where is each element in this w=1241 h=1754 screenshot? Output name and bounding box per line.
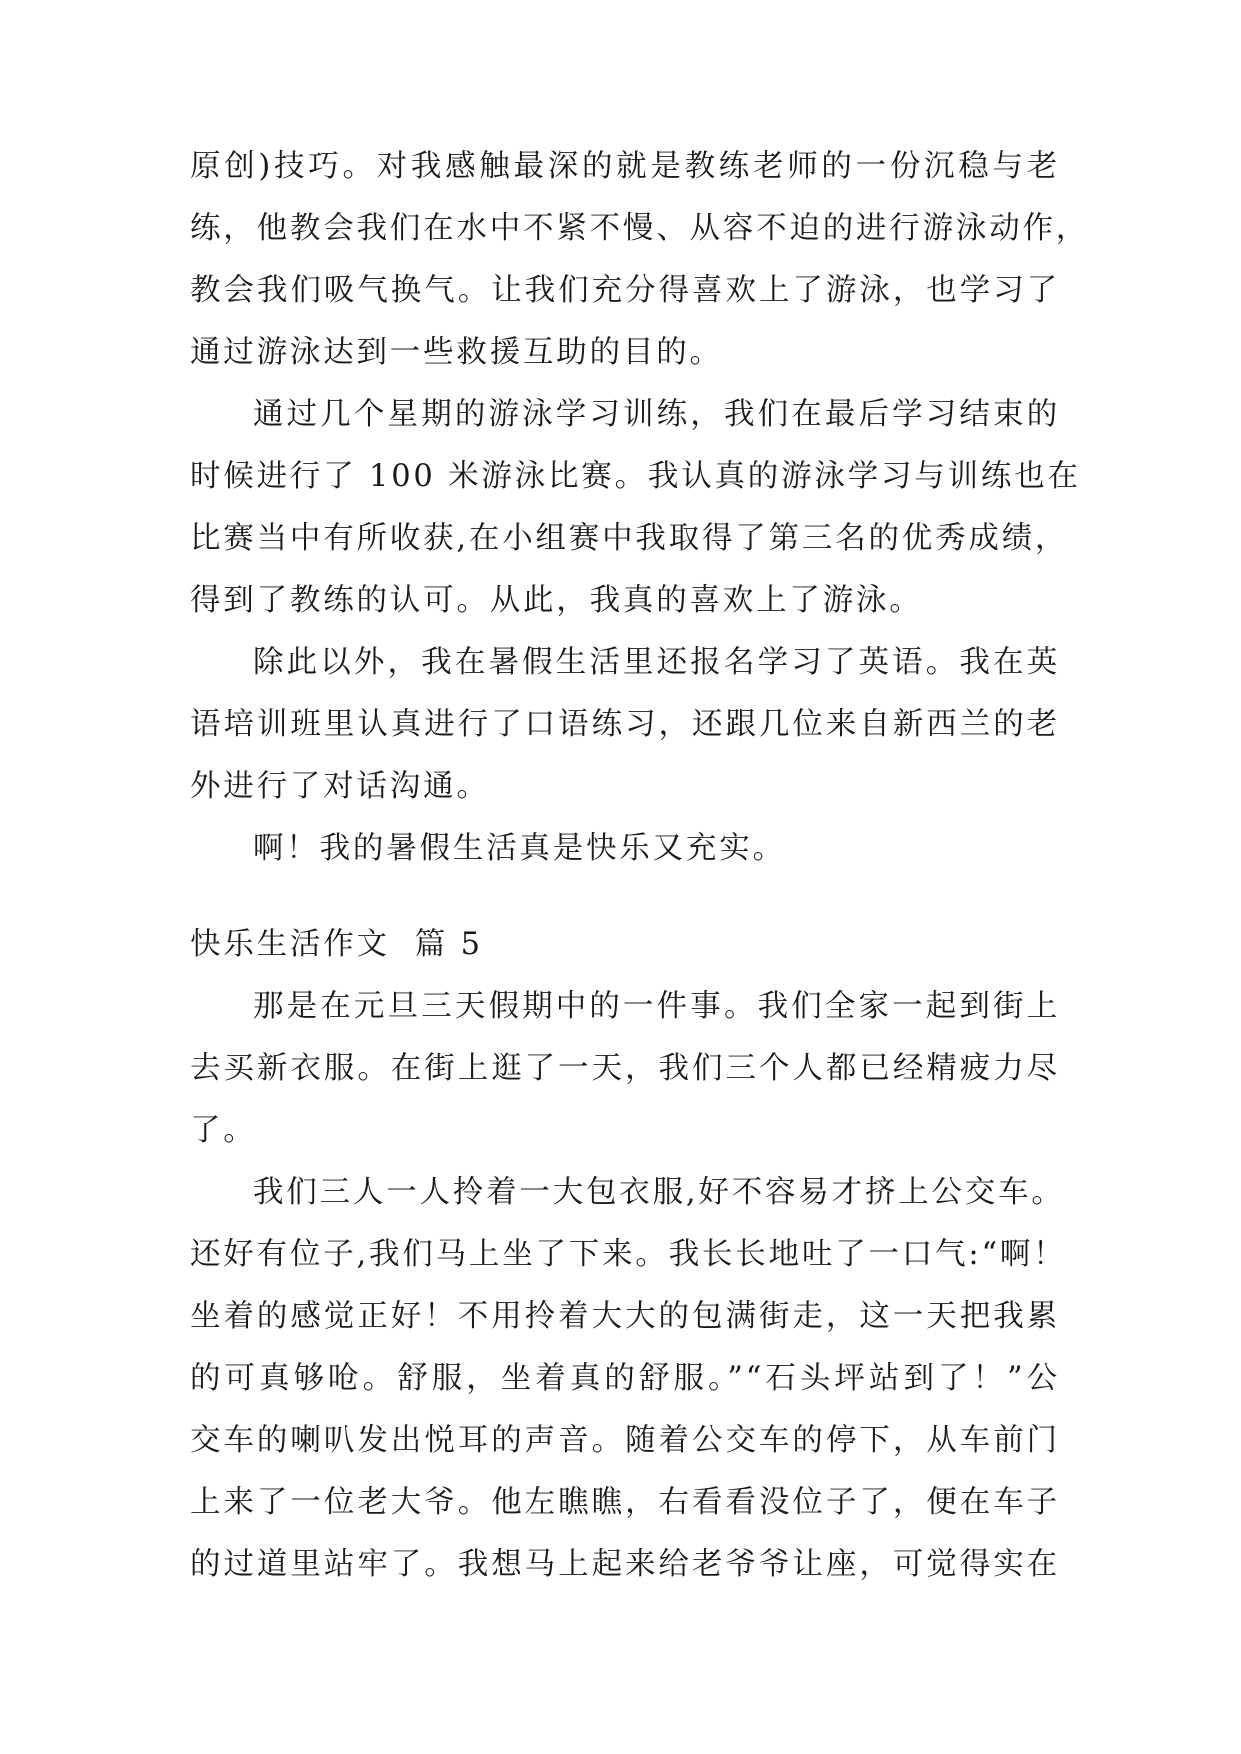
paragraph-line: 原创)技巧。对我感触最深的就是教练老师的一份沉稳与老 bbox=[190, 149, 1060, 184]
paragraph-line: 比赛当中有所收获,在小组赛中我取得了第三名的优秀成绩， bbox=[190, 521, 1069, 556]
paragraph-line: 教会我们吸气换气。让我们充分得喜欢上了游泳，也学习了 bbox=[190, 273, 1060, 308]
paragraph-line: 那是在元旦三天假期中的一件事。我们全家一起到街上 bbox=[253, 989, 1060, 1024]
paragraph-line: 还好有位子,我们马上坐了下来。我长长地吐了一口气:“啊！ bbox=[190, 1237, 1067, 1272]
paragraph-line: 我们三人一人拎着一大包衣服,好不容易才挤上公交车。 bbox=[253, 1175, 1065, 1210]
paragraph-line: 交车的喇叭发出悦耳的声音。随着公交车的停下，从车前门 bbox=[190, 1423, 1060, 1458]
paragraph-line: 啊！我的暑假生活真是快乐又充实。 bbox=[253, 831, 786, 866]
paragraph-line: 的过道里站牢了。我想马上起来给老爷爷让座，可觉得实在 bbox=[190, 1547, 1060, 1582]
section-heading: 快乐生活作文 篇 5 bbox=[190, 927, 483, 962]
paragraph-line: 练，他教会我们在水中不紧不慢、从容不迫的进行游泳动作， bbox=[190, 211, 1090, 246]
paragraph-line: 通过几个星期的游泳学习训练，我们在最后学习结束的 bbox=[253, 397, 1060, 432]
paragraph-line: 去买新衣服。在街上逛了一天，我们三个人都已经精疲力尽 bbox=[190, 1051, 1060, 1086]
paragraph-line: 上来了一位老大爷。他左瞧瞧，右看看没位子了，便在车子 bbox=[190, 1485, 1060, 1520]
paragraph-line: 外进行了对话沟通。 bbox=[190, 769, 490, 804]
paragraph-line: 了。 bbox=[190, 1113, 257, 1148]
paragraph-line: 得到了教练的认可。从此，我真的喜欢上了游泳。 bbox=[190, 583, 923, 618]
paragraph-line: 通过游泳达到一些救援互助的目的。 bbox=[190, 335, 723, 370]
paragraph-line: 语培训班里认真进行了口语练习，还跟几位来自新西兰的老 bbox=[190, 707, 1060, 742]
paragraph-line: 坐着的感觉正好！不用拎着大大的包满街走，这一天把我累 bbox=[190, 1299, 1060, 1334]
paragraph-line: 时候进行了 100 米游泳比赛。我认真的游泳学习与训练也在 bbox=[190, 459, 1081, 494]
paragraph-line: 除此以外，我在暑假生活里还报名学习了英语。我在英 bbox=[253, 645, 1060, 680]
paragraph-line: 的可真够呛。舒服，坐着真的舒服。”“石头坪站到了！”公 bbox=[190, 1361, 1060, 1396]
